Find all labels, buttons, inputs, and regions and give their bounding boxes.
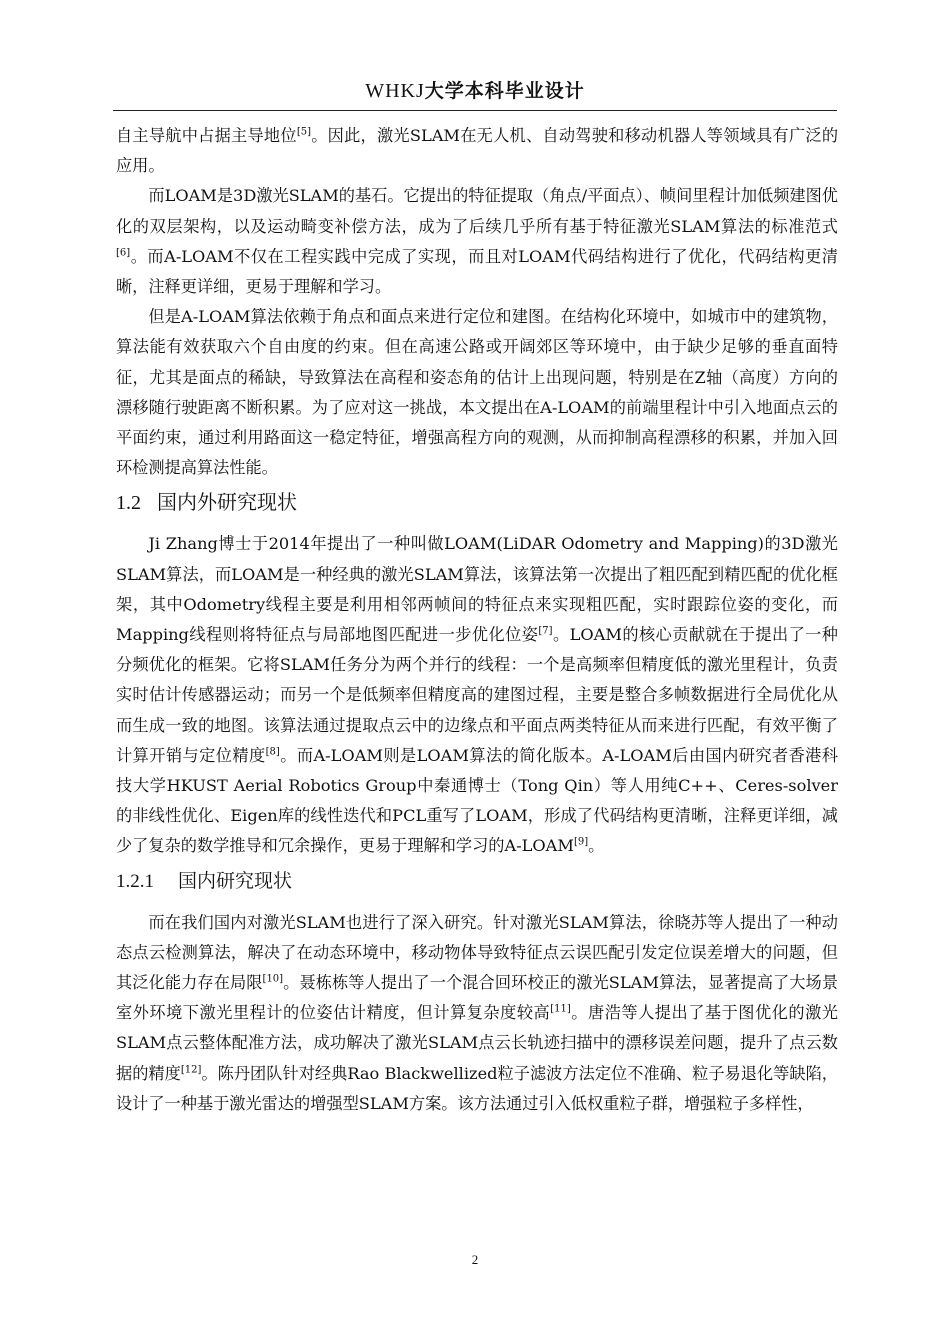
section-title: 国内外研究现状 [157, 490, 297, 515]
paragraph-text: 而在我们国内对激光SLAM也进行了深入研究。针对激光SLAM算法，徐晓苏等人提出了一种动态点云检测算法，解决了在动态环境中，移动物体导致特征点云误匹配引发定位误差增大的问题，但其泛化能力存在局限 [116, 912, 838, 993]
paragraph [116, 529, 838, 861]
paragraph-text: 但是A-LOAM算法依赖于角点和面点来进行定位和建图。在结构化环境中，如城市中的建筑物，算法能有效获取六个自由度的约束。但在高速公路或开阔郊区等环境中，由于缺少足够的垂直面特征，尤其是面点的稀缺，导致算法在高程和姿态角的估计上出现问题，特别是在Z轴（高度）方向的漂移随行驶距离不断积累。为了应对这一挑战，本文提出在A-LOAM的前端里程计中引入地面点云的平面约束，通过利用路面这一稳定特征，增强高程方向的观测，从而抑制高程漂移的积累，并加入回环检测提高算法性能。 [116, 307, 838, 478]
paragraph [116, 908, 838, 1119]
paragraph-text: 。唐浩等人提出了基于图优化的激光SLAM点云整体配准方法，成功解决了激光SLAM点云长轨迹扫描中的漂移误差问题，提升了点云数据的精度 [116, 1003, 839, 1083]
paragraph-text: 。而A-LOAM则是LOAM算法的简化版本。A-LOAM后由国内研究者香港科技大学HKUST Aerial Robotics Group中秦通博士（Tong Qin）等人用纯C++、Ceres-solver的非线性优化、Eigen库的线性迭代和PCL重写了LOAM，形成了代码结构更清晰，注释更详细，减少了复杂的数学推导和冗余操作，更易于理解和学习的A-LOAM [116, 745, 838, 856]
header-title-latin: WHKJ [365, 80, 425, 102]
header-rule [113, 110, 837, 111]
citation-ref: [5] [296, 126, 311, 138]
subsection-number: 1.2.1 [116, 870, 154, 892]
paragraph-text: 自主导航中占据主导地位 [116, 126, 297, 145]
citation-ref: [8] [265, 746, 280, 758]
paragraph-text: 。陈丹团队针对经典Rao Blackwellized粒子滤波方法定位不准确、粒子易退化等缺陷，设计了一种基于激光雷达的增强型SLAM方案。该方法通过引入低权重粒子群，增强粒子多样性， [116, 1063, 838, 1113]
paragraph [116, 121, 838, 181]
citation-ref: [9] [573, 837, 589, 849]
page-number: 2 [471, 1252, 479, 1267]
paragraph-text: 。因此，激光SLAM在无人机、自动驾驶和移动机器人等领域具有广泛的应用。 [116, 126, 839, 176]
subsection-title: 国内研究现状 [178, 869, 293, 892]
header-title-cn: 大学本科毕业设计 [424, 80, 585, 102]
section-number: 1.2 [116, 492, 141, 515]
paragraph-text: Ji Zhang博士于2014年提出了一种叫做LOAM(LiDAR Odometry and Mapping)的3D激光SLAM算法，而LOAM是一种经典的激光SLAM算法，该算法第一次提出了粗匹配到精匹配的优化框架，其中Odometry线程主要是利用相邻两帧间的特征点来实现粗匹配，实时跟踪位姿的变化，而Mapping线程则将特征点与局部地图匹配进一步优化位姿 [116, 534, 838, 645]
citation-ref: [6] [116, 247, 131, 259]
paragraph-text: 。而A-LOAM不仅在工程实践中完成了实现，而且对LOAM代码结构进行了优化，代码结构更清晰，注释更详细，更易于理解和学习。 [116, 246, 838, 297]
page-body [116, 121, 838, 1119]
citation-ref: [10] [262, 973, 284, 985]
paragraph-text: 。LOAM的核心贡献就在于提出了一种分频优化的框架。它将SLAM任务分为两个并行的线程：一个是高频率但精度低的激光里程计，负责实时估计传感器运动；而另一个是低频率但精度高的建图过程，主要是整合多帧数据进行全局优化从而生成一致的地图。该算法通过提取点云中的边缘点和平面点两类特征从而来进行匹配，有效平衡了计算开销与定位精度 [116, 625, 838, 765]
citation-ref: [7] [538, 625, 553, 637]
citation-ref: [12] [180, 1064, 202, 1076]
section-heading [116, 483, 838, 523]
page-header [0, 76, 950, 103]
paragraph-text: 而LOAM是3D激光SLAM的基石。它提出的特征提取（角点/平面点）、帧间里程计加低频建图优化的双层架构，以及运动畸变补偿方法，成为了后续几乎所有基于特征激光SLAM算法的标准范式 [116, 186, 838, 236]
paragraph [116, 181, 838, 302]
paragraph [116, 302, 838, 483]
paragraph-text: 。 [588, 836, 605, 856]
subsection-heading [116, 862, 838, 902]
paragraph-text: 。聂栋栋等人提出了一个混合回环校正的激光SLAM算法，显著提高了大场景室外环境下激光里程计的位姿估计精度，但计算复杂度较高 [116, 973, 839, 1023]
citation-ref: [11] [550, 1003, 571, 1015]
